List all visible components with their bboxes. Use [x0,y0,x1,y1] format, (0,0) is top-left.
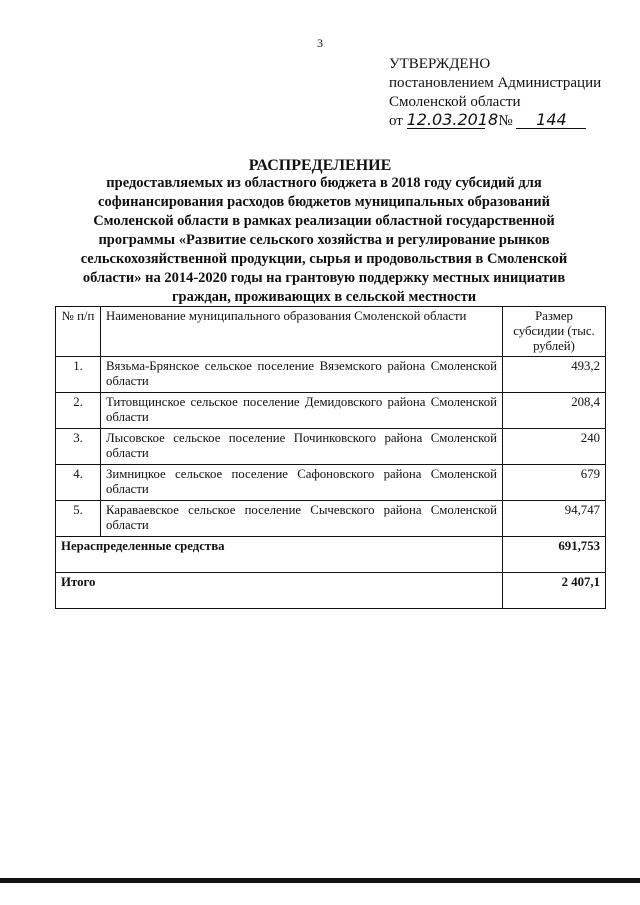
approval-number: 144 [516,112,586,129]
row-name: Зимницкое сельское поселение Сафоновского района Смоленской области [101,465,503,501]
total-row [56,573,606,609]
unallocated-row [56,537,606,573]
approval-date-line [389,112,619,131]
approval-line-region: Смоленской области [389,94,521,110]
approval-heading: УТВЕРЖДЕНО [389,56,491,72]
row-name: Каравaевское сельское поселение Сычевского района Смоленской области [101,501,503,537]
row-name: Вязьма-Брянское сельское поселение Вяземского района Смоленской области [101,357,503,393]
table-header-row [56,307,606,357]
approval-date-prefix: от [389,113,403,129]
row-num: 5. [56,501,101,537]
distribution-table [55,306,606,609]
scan-bottom-edge [0,878,640,883]
header-name: Наименование муниципального образования Смоленской области [101,307,503,357]
table-row [56,429,606,465]
table-row [56,465,606,501]
row-amount: 240 [503,429,606,465]
row-amount: 94,747 [503,501,606,537]
header-amount: Размер субсидии (тыс. рублей) [503,307,606,357]
row-num: 1. [56,357,101,393]
document-subtitle: предоставляемых из областного бюджета в 2018 году субсидий для софинансирования расходов бюджетов муниципальных образований Смоленской области в рамках реализации областной государственной программы «Развитие сельского хозяйства и регулирование рынков сельскохозяйственной продукции, сырья и продовольствия в Смоленской области» на 2014-2020 годы на грантовую поддержку местных инициатив граждан, проживающих в сельской местности [80,175,568,305]
document-title: РАСПРЕДЕЛЕНИЕ [248,157,392,174]
unallocated-label: Нераспределенные средства [56,537,503,573]
row-amount: 679 [503,465,606,501]
approval-stamp [389,55,619,131]
approval-line-decree: постановлением Администрации [389,75,602,91]
total-amount: 2 407,1 [503,573,606,609]
row-amount: 493,2 [503,357,606,393]
table-row [56,393,606,429]
row-amount: 208,4 [503,393,606,429]
approval-number-prefix: № [498,113,513,129]
row-num: 4. [56,465,101,501]
total-label: Итого [56,573,503,609]
table-row [56,501,606,537]
row-name: Лысовское сельское поселение Починковского района Смоленской области [101,429,503,465]
approval-date: 12.03.2018 [406,110,499,129]
unallocated-amount: 691,753 [503,537,606,573]
row-num: 2. [56,393,101,429]
page-number: 3 [317,36,323,50]
row-num: 3. [56,429,101,465]
table-row [56,357,606,393]
row-name: Титовщинское сельское поселение Демидовского района Смоленской области [101,393,503,429]
header-num: № п/п [56,307,101,357]
